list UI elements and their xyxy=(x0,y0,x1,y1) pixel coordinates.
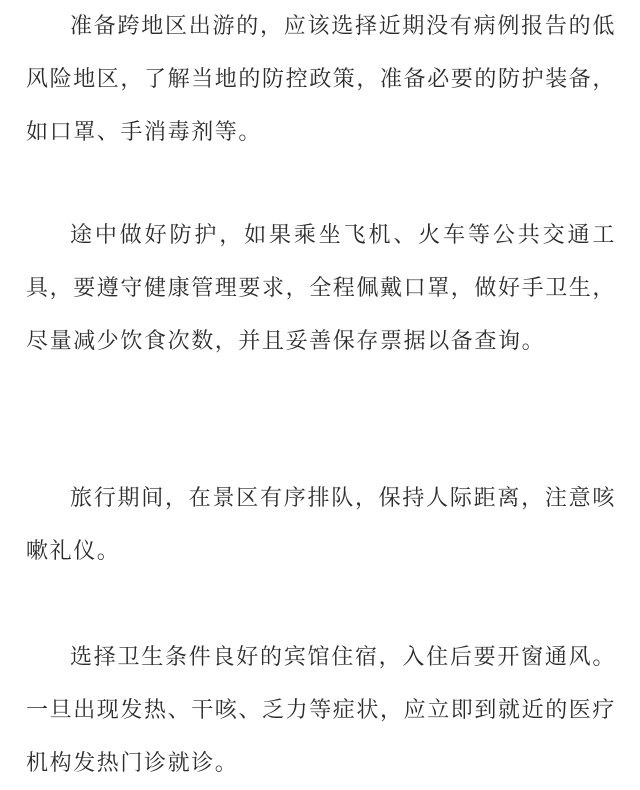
paragraph-accommodation: 选择卫生条件良好的宾馆住宿，入住后要开窗通风。一旦出现发热、干咳、乏力等症状，应立即到就近的医疗机构发热门诊就诊。 xyxy=(26,645,617,776)
paragraph-during-travel: 旅行期间，在景区有序排队，保持人际距离，注意咳嗽礼仪。 xyxy=(26,486,616,564)
paragraph-travel-preparation: 准备跨地区出游的，应该选择近期没有病例报告的低风险地区，了解当地的防控政策，准备必要的防护装备，如口罩、手消毒剂等。 xyxy=(26,14,617,145)
paragraph-in-transit-protection: 途中做好防护，如果乘坐飞机、火车等公共交通工具，要遵守健康管理要求，全程佩戴口罩，做好手卫生，尽量减少饮食次数，并且妥善保存票据以备查询。 xyxy=(26,223,617,354)
